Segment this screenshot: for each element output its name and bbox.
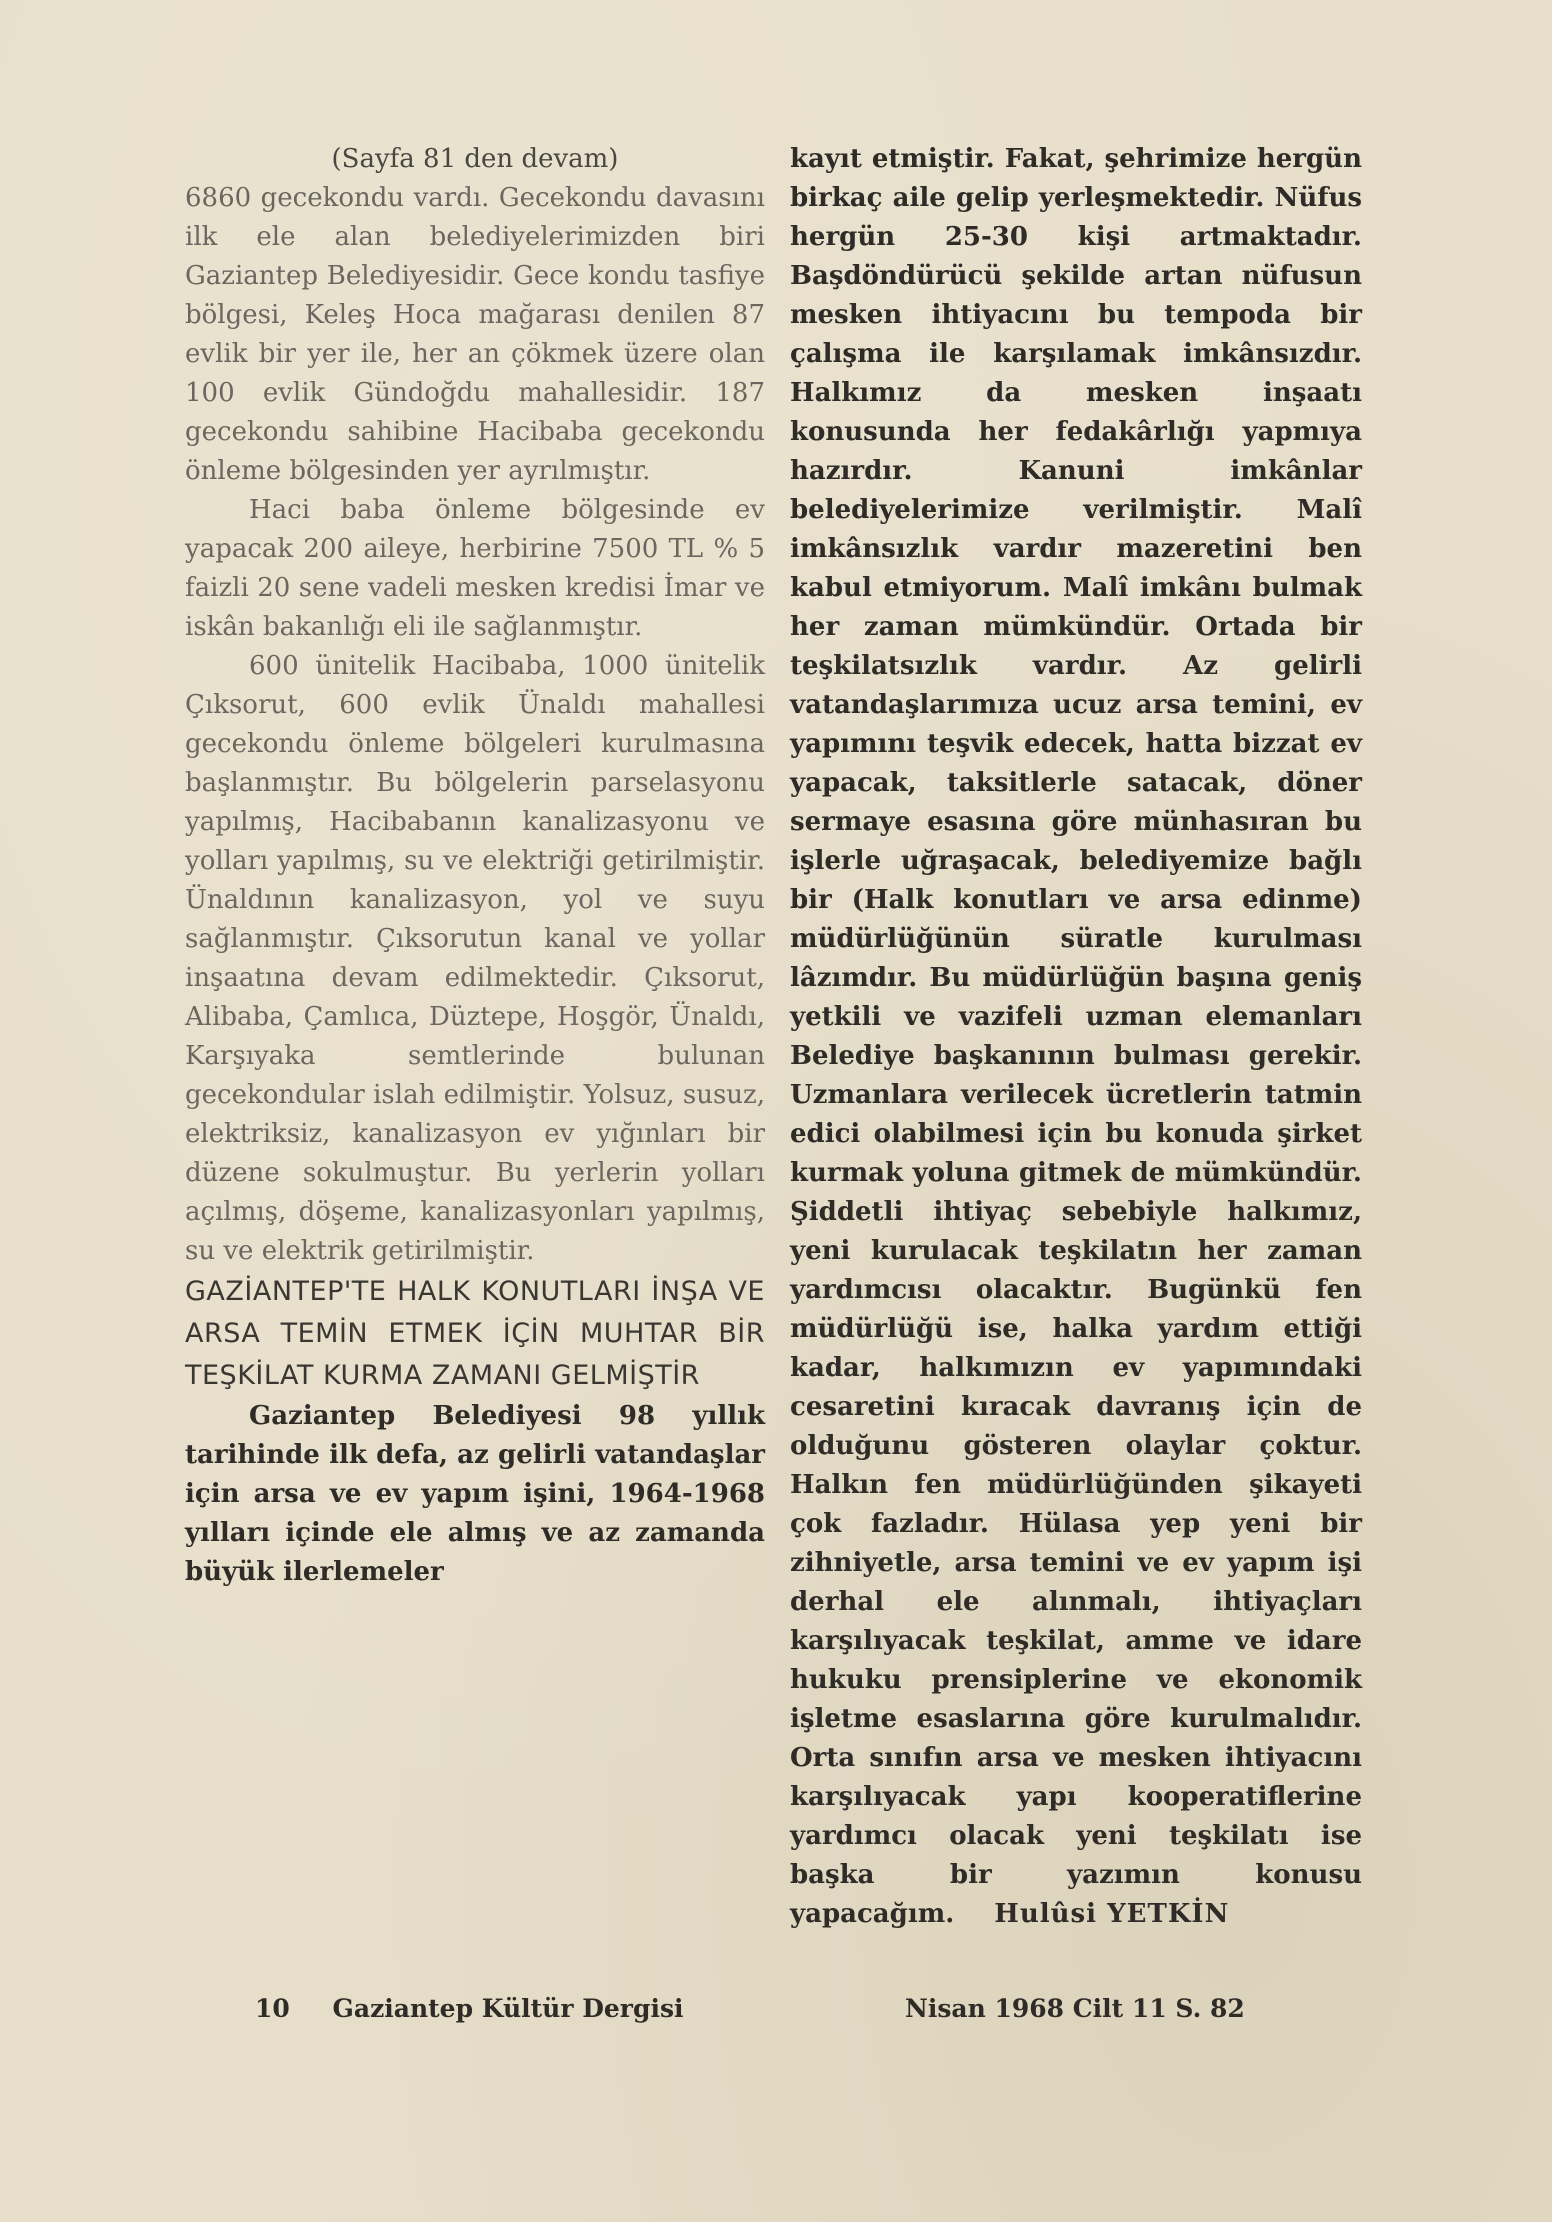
footer-left — [255, 1994, 775, 2023]
paragraph: 6860 gecekondu vardı. Gecekondu davasını ilk ele alan belediyelerimizden biri Gaziantep Belediyesidir. Gece kondu tasfiye bölgesi, Keleş Hoca mağarası denilen 87 evlik bir yer ile, her an çökmek üzere olan 100 evlik Gündoğdu mahallesidir. 187 gecekondu sahibine Hacibaba gecekondu önleme bölgesinden yer ayrılmıştır. — [185, 183, 765, 486]
paragraph-text: kayıt etmiştir. Fakat, şehrimize hergün birkaç aile gelip yerleşmektedir. Nüfus hergün 25-30 kişi artmaktadır. Başdöndürücü şekilde artan nüfusun mesken ihtiyacını bu tempoda bir çalışma ile karşılamak imkânsızdır. Halkımız da mesken inşaatı konusunda her fedakârlığı yapmıya hazırdır. Kanuni imkânlar belediyelerimize verilmiştir. Malî imkânsızlık vardır mazeretini ben kabul etmiyorum. Malî imkânı bulmak her zaman mümkündür. Ortada bir teşkilatsızlık vardır. Az gelirli vatandaşlarımıza ucuz arsa temini, ev yapımını teşvik edecek, hatta bizzat ev yapacak, taksitlerle satacak, döner sermaye esasına göre münhasıran bu işlerle uğraşacak, belediyemize bağlı bir (Halk konutları ve arsa edinme) müdürlüğünün süratle kurulması lâzımdır. Bu müdürlüğün başına geniş yetkili ve vazifeli uzman elemanları Belediye başkanının bulması gerekir. Uzmanlara verilecek ücretlerin tatmin edici olabilmesi için bu konuda şirket kurmak yoluna gitmek de mümkündür. Şiddetli ihtiyaç sebebiyle halkımız, yeni kurulacak teşkilatın her zaman yardımcısı olacaktır. Bugünkü fen müdürlüğü ise, halka yardım ettiği kadar, halkımızın ev yapımındaki cesaretini kıracak davranış için de olduğunu gösteren olaylar çoktur. Halkın fen müdürlüğünden şikayeti çok fazladır. Hülasa yep yeni bir zihniyetle, arsa temini ve ev yapım işi derhal ele alınmalı, ihtiyaçları karşılıyacak teşkilat, amme ve idare hukuku prensiplerine ve ekonomik işletme esaslarına göre kurulmalıdır. Orta sınıfın arsa ve mesken ihtiyacını karşılıyacak yapı kooperatiflerine yardımcı olacak yeni teşkilatı ise başka bir yazımın konusu yapacağım. — [790, 144, 1362, 1929]
paragraph: Gaziantep Belediyesi 98 yıllık tarihinde ilk defa, az gelirli vatandaşlar için arsa ve ev yapım işini, 1964-1968 yılları içinde ele almış ve az zamanda büyük ilerlemeler — [185, 1401, 765, 1587]
paragraph: 600 ünitelik Hacibaba, 1000 ünitelik Çıksorut, 600 evlik Ünaldı mahallesi gecekondu önleme bölgeleri kurulmasına başlanmıştır. Bu bölgelerin parselasyonu yapılmış, Hacibabanın kanalizasyonu ve yolları yapılmış, su ve elektriği getirilmiştir. Ünaldının kanalizasyon, yol ve suyu sağlanmıştır. Çıksorutun kanal ve yollar inşaatına devam edilmektedir. Çıksorut, Alibaba, Çamlıca, Düztepe, Hoşgör, Ünaldı, Karşıyaka semtlerinde bulunan gecekondular islah edilmiştir. Yolsuz, susuz, elektriksiz, kanalizasyon ev yığınları bir düzene sokulmuştur. Bu yerlerin yolları açılmış, döşeme, kanalizasyonları yapılmış, su ve elektrik getirilmiştir. — [185, 651, 765, 1266]
section-heading: GAZİANTEP'TE HALK KONUTLARI İNŞA VE ARSA TEMİN ETMEK İÇİN MUHTAR BİR TEŞKİLAT KURMA ZAMANI GELMİŞTİR — [185, 1276, 765, 1391]
paragraph — [790, 140, 1362, 1934]
continued-note: (Sayfa 81 den devam) — [331, 144, 619, 174]
paragraph: Haci baba önleme bölgesinde ev yapacak 200 aileye, herbirine 7500 TL % 5 faizli 20 sene vadeli mesken kredisi İmar ve iskân bakanlığı eli ile sağlanmıştır. — [185, 495, 765, 642]
left-column — [185, 140, 765, 1592]
journal-name: Gaziantep Kültür Dergisi — [332, 1994, 684, 2023]
right-column — [790, 140, 1362, 1934]
footer-issue-info: Nisan 1968 Cilt 11 S. 82 — [905, 1994, 1245, 2023]
page-number: 10 — [255, 1994, 290, 2023]
author-signature: Hulûsi YETKİN — [994, 1899, 1230, 1929]
